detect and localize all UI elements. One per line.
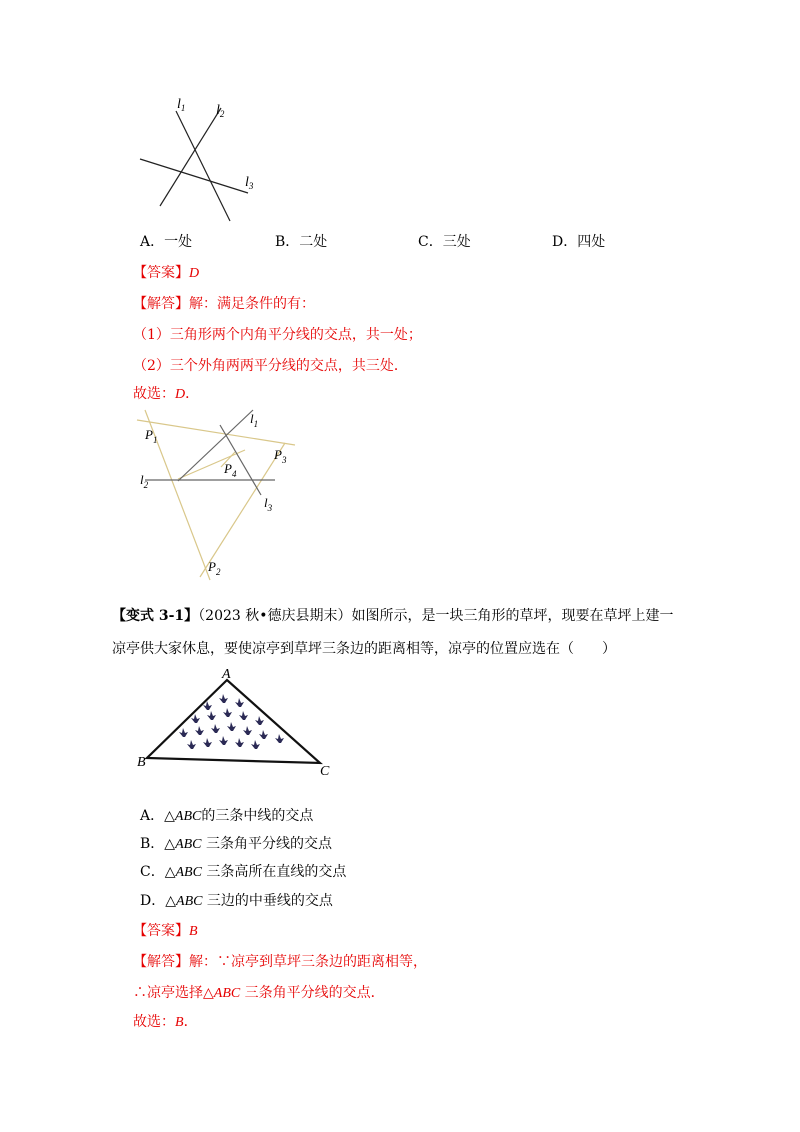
option-d: D．四处 [552, 234, 606, 250]
grass-tuft [211, 724, 220, 733]
label-p1: $P_1$ [145, 427, 158, 445]
grass-tuft [195, 726, 204, 735]
label-p4: $P_4$ [224, 461, 237, 479]
label-l3: $l_3$ [264, 495, 273, 513]
triangle-lawn-figure [135, 665, 340, 780]
grass-tuft [275, 734, 284, 743]
option-b: B．二处 [275, 234, 328, 250]
question-tag: 【变式 3-1】 [112, 608, 199, 624]
label-l3: $l_3$ [245, 175, 254, 191]
grass-tuft [255, 716, 264, 725]
q2-option-b: B．△ABC 三条角平分线的交点 [140, 836, 332, 852]
question-stem-line-2: 凉亭供大家休息，要使凉亭到草坪三条边的距离相等，凉亭的位置应选在（ ） [112, 641, 616, 657]
vertex-a: A [222, 667, 231, 682]
option-a: A．一处 [140, 234, 193, 250]
grass-tuft [187, 740, 196, 749]
answer-tag: 【答案】 [133, 265, 189, 281]
q2-option-c: C．△ABC 三条高所在直线的交点 [140, 864, 347, 880]
analysis-tag: 【解答】 [133, 296, 189, 312]
grass-tuft [219, 694, 228, 703]
analysis-line-3: （2）三个外角两两平分线的交点，共三处． [133, 358, 408, 374]
grass-tuft [207, 711, 216, 720]
three-lines-figure [135, 96, 270, 226]
label-l1: $l_1$ [177, 97, 186, 113]
grass-tuft [179, 728, 188, 737]
grass-tuft [223, 708, 232, 717]
grass-tuft [219, 736, 228, 745]
label-l2: $l_2$ [140, 472, 149, 490]
grass-tuft [259, 730, 268, 739]
label-p3: $P_3$ [274, 447, 287, 465]
grass-tuft [203, 738, 212, 747]
grass-tuft [251, 740, 260, 749]
grass-tuft [235, 698, 244, 707]
vertex-b: B [137, 755, 146, 770]
answer-line [133, 263, 199, 284]
bisector-figure [135, 405, 300, 585]
option-c: C．三处 [418, 234, 471, 250]
q2-answer-line: 【答案】B [133, 923, 198, 939]
q2-analysis-line-1: 【解答】解：∵凉亭到草坪三条边的距离相等， [133, 954, 427, 970]
question-stem-line-1: 【变式 3-1】（2023 秋•德庆县期末）如图所示，是一块三角形的草坪，现要在草坪上建一 [112, 608, 674, 624]
label-l2: $l_2$ [216, 103, 225, 119]
conclusion-line: 故选：D． [133, 386, 200, 402]
label-p2: $P_2$ [208, 559, 221, 577]
grass-tuft [227, 722, 236, 731]
q2-conclusion-line: 故选：B． [133, 1014, 198, 1030]
grass-tuft [239, 711, 248, 720]
q2-option-d: D．△ABC 三边的中垂线的交点 [140, 893, 333, 909]
grass-tuft [243, 726, 252, 735]
label-l1: $l_1$ [250, 411, 259, 429]
grass-tuft [235, 738, 244, 747]
vertex-c: C [320, 764, 330, 779]
q2-option-a: A．△ABC的三条中线的交点 [140, 808, 314, 824]
q2-analysis-line-2: ∴凉亭选择△ABC 三条角平分线的交点． [133, 985, 385, 1001]
answer-value: D [189, 266, 200, 281]
analysis-line-1: 【解答】解：满足条件的有： [133, 296, 315, 312]
grass-tuft [191, 714, 200, 723]
analysis-line-2: （1）三角形两个内角平分线的交点，共一处； [133, 327, 422, 343]
